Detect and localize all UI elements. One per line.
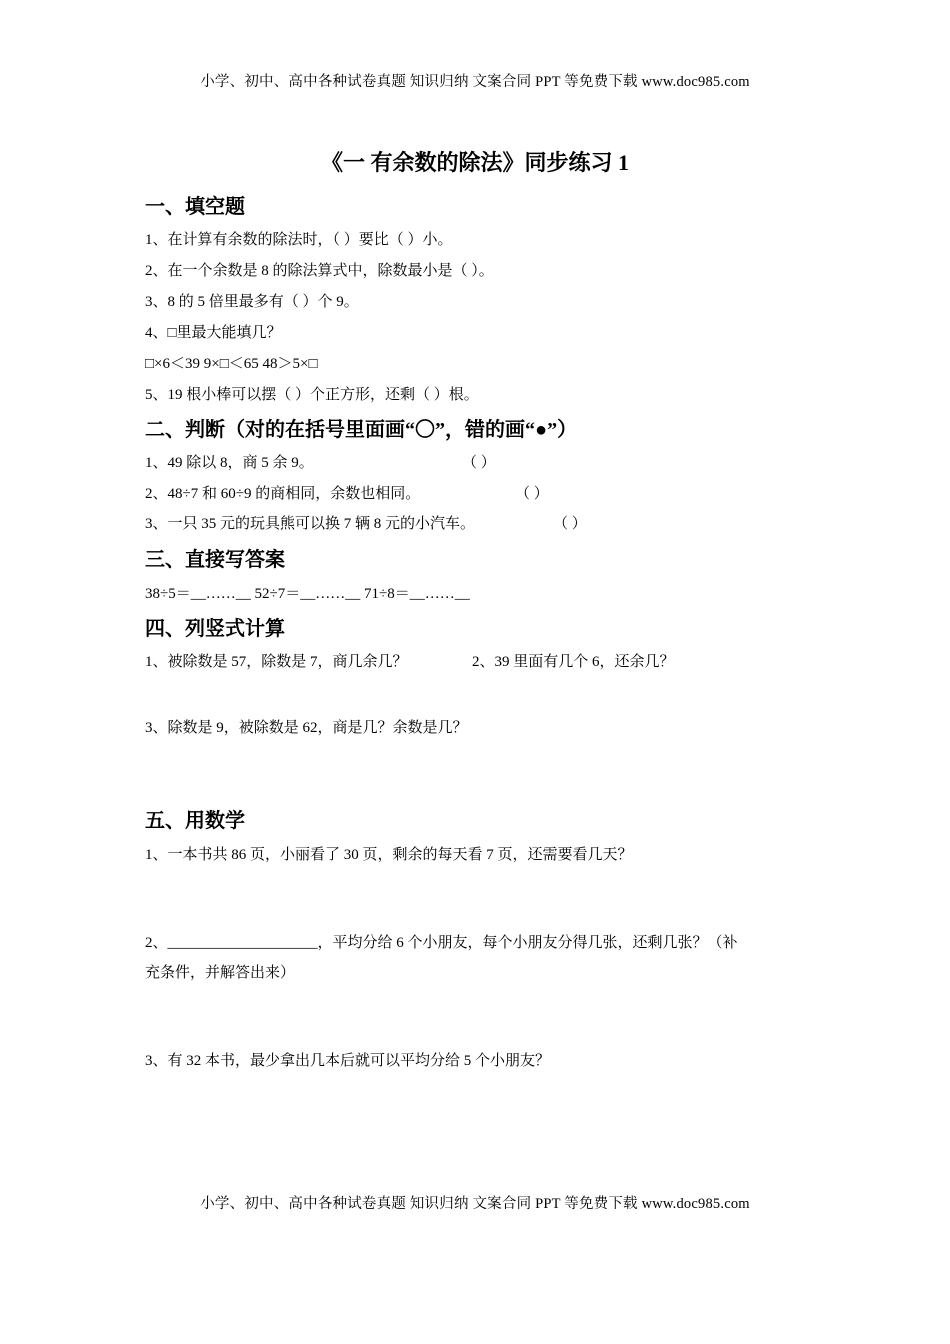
s4-question-1: 1、被除数是 57，除数是 7，商几余几？ — [145, 654, 408, 670]
s2-question-3: 3、一只 35 元的玩具熊可以换 7 辆 8 元的小汽车。 — [145, 516, 476, 532]
s5-question-2-line-2: 充条件，并解答出来） — [145, 965, 296, 981]
s2-question-1-answer-bracket: （ ） — [462, 455, 496, 471]
section-2-heading: 二、判断（对的在括号里面画“〇”，错的画“●”） — [145, 419, 578, 441]
section-1-heading: 一、填空题 — [145, 196, 245, 218]
s3-direct-answers: 38÷5＝__……__ 52÷7＝__……__ 71÷8＝__……__ — [145, 586, 470, 602]
s1-question-2: 2、在一个余数是 8 的除法算式中，除数最小是（ ）。 — [145, 263, 494, 279]
s2-question-3-answer-bracket: （ ） — [553, 516, 587, 532]
page-header: 小学、初中、高中各种试卷真题 知识归纳 文案合同 PPT 等免费下载 www.doc985.com — [200, 74, 750, 90]
s5-question-3: 3、有 32 本书，最少拿出几本后就可以平均分给 5 个小朋友？ — [145, 1053, 551, 1069]
page-footer: 小学、初中、高中各种试卷真题 知识归纳 文案合同 PPT 等免费下载 www.doc985.com — [200, 1196, 750, 1212]
s4-question-3: 3、除数是 9，被除数是 62，商是几？余数是几？ — [145, 720, 468, 736]
s5-question-1: 1、一本书共 86 页，小丽看了 30 页，剩余的每天看 7 页，还需要看几天？ — [145, 847, 633, 863]
section-3-heading: 三、直接写答案 — [145, 549, 285, 571]
s2-question-2-answer-bracket: （ ） — [515, 486, 549, 502]
s1-question-5: 5、19 根小棒可以摆（ ）个正方形，还剩（ ）根。 — [145, 387, 479, 403]
s5-question-2-line-1: 2、____________________，平均分给 6 个小朋友，每个小朋友分得几张，还剩几张？（补 — [145, 935, 738, 951]
section-4-heading: 四、列竖式计算 — [145, 618, 285, 640]
section-5-heading: 五、用数学 — [145, 810, 245, 832]
s1-question-4: 4、□里最大能填几？ — [145, 325, 282, 341]
s1-question-3: 3、8 的 5 倍里最多有（ ）个 9。 — [145, 294, 359, 310]
s4-question-2: 2、39 里面有几个 6，还余几？ — [472, 654, 675, 670]
s2-question-1: 1、49 除以 8，商 5 余 9。 — [145, 455, 314, 471]
s1-question-1: 1、在计算有余数的除法时，（ ）要比（ ）小。 — [145, 232, 453, 248]
s2-question-2: 2、48÷7 和 60÷9 的商相同，余数也相同。 — [145, 486, 421, 502]
page-title: 《一 有余数的除法》同步练习 1 — [320, 150, 629, 175]
s1-question-4-inequalities: □×6＜39 9×□＜65 48＞5×□ — [145, 356, 318, 372]
